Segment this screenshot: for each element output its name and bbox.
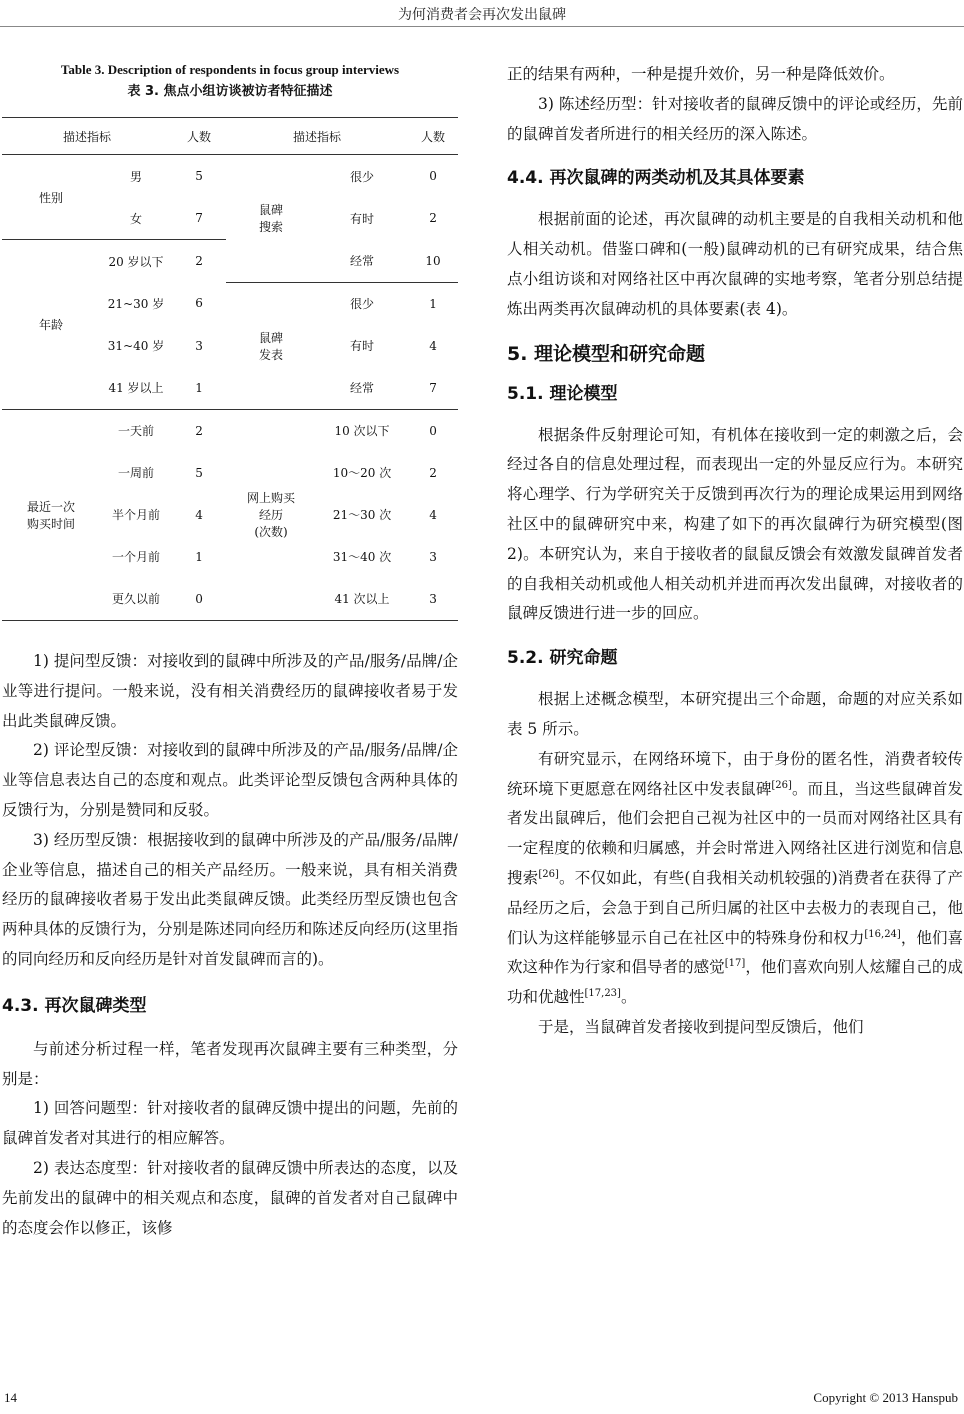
paragraph: 3) 经历型反馈：根据接收到的鼠碑中所涉及的产品/服务/品牌/企业等信息，描述自己的相关产品经历。一般来说，具有相关消费经历的鼠碑接收者易于发出此类鼠碑反馈。此类经历型反馈也包含两种具体的反馈行为，分别是陈述同向经历和陈述反向经历(这里指的同向经历和反向经历是针对首发鼠碑而言的)。 bbox=[2, 830, 458, 968]
respondents-table bbox=[2, 117, 458, 621]
header-rule bbox=[0, 26, 964, 27]
item-cell: 31~40 岁 bbox=[107, 339, 165, 353]
count-cell: 7 bbox=[408, 367, 458, 410]
item-cell: 有时 bbox=[350, 339, 375, 353]
group-label-line: 最近一次 bbox=[26, 499, 75, 514]
paragraph: 根据条件反射理论可知，有机体在接收到一定的刺激之后，会经过各自的信息处理过程，而表现出一定的外显反应行为。本研究将心理学、行为学研究关于反馈到再次行为的理论成果运用到网络社区中的鼠碑研究中来，构建了如下的再次鼠碑行为研究模型(图 2)。本研究认为，来自于接收者的鼠鼠反馈会有效激发鼠碑首发者的自我相关动机或他人相关动机并进而再次发出鼠碑，对接收者的鼠碑反馈进行进一步的回应。 bbox=[507, 425, 963, 623]
count-cell: 3 bbox=[429, 549, 437, 564]
count-cell: 1 bbox=[195, 549, 203, 564]
table-header-cell: 描述指标 bbox=[2, 118, 172, 155]
citation: [16,24] bbox=[864, 928, 901, 940]
count-cell: 1 bbox=[429, 296, 437, 311]
count-cell: 4 bbox=[429, 338, 437, 353]
count-cell: 6 bbox=[195, 296, 203, 311]
group-label-line: 鼠碑 bbox=[259, 203, 284, 218]
item-cell: 经常 bbox=[316, 367, 408, 410]
item-cell: 很少 bbox=[350, 169, 375, 184]
citation: [17,23] bbox=[584, 987, 621, 999]
section-heading-5: 5. 理论模型和研究命题 bbox=[507, 342, 706, 365]
item-cell: 更久以前 bbox=[100, 578, 172, 621]
text-run: 有研究显示，在网络环境下，由于身份的匿名性，消费者较传统环境下更愿意在网络社区中发表鼠碑 bbox=[507, 749, 963, 798]
table-caption-zh: 表 3. 焦点小组访谈被访者特征描述 bbox=[127, 84, 333, 99]
section-heading-4-3: 4.3. 再次鼠碑类型 bbox=[2, 995, 147, 1016]
item-cell: 41 岁以上 bbox=[100, 367, 172, 410]
group-cell-search bbox=[226, 155, 316, 283]
citation: [26] bbox=[538, 868, 559, 880]
table-header-cell: 人数 bbox=[408, 118, 458, 155]
paragraph: 于是，当鼠碑首发者接收到提问型反馈后，他们 bbox=[538, 1017, 864, 1036]
table-row bbox=[2, 155, 458, 198]
item-cell: 10～20 次 bbox=[332, 466, 392, 480]
count-cell: 2 bbox=[195, 423, 203, 438]
paragraph: 1) 回答问题型：针对接收者的鼠碑反馈中提出的问题，先前的鼠碑首发者对其进行的相应解答。 bbox=[2, 1099, 458, 1148]
item-cell: 有时 bbox=[350, 211, 375, 226]
count-cell: 0 bbox=[429, 169, 437, 183]
item-cell: 20 岁以下 bbox=[108, 254, 164, 269]
copyright-notice: Copyright © 2013 Hanspub bbox=[813, 1390, 958, 1405]
group-label-line: 经历 bbox=[259, 508, 284, 522]
citation: [17] bbox=[724, 958, 746, 970]
group-cell-gender: 性别 bbox=[2, 155, 100, 240]
item-cell: 很少 bbox=[350, 297, 375, 311]
paragraph-with-citations bbox=[507, 745, 963, 1013]
section-heading-5-2: 5.2. 研究命题 bbox=[507, 648, 618, 669]
count-cell: 3 bbox=[408, 578, 458, 621]
group-label-line: 网上购买 bbox=[247, 491, 296, 505]
item-cell: 经常 bbox=[316, 240, 408, 283]
group-cell-online bbox=[226, 409, 316, 620]
table-header-cell: 人数 bbox=[172, 118, 226, 155]
group-label-line: 鼠碑 bbox=[259, 330, 284, 345]
paragraph: 1) 提问型反馈：对接收到的鼠碑中所涉及的产品/服务/品牌/企业等进行提问。一般来说，没有相关消费经历的鼠碑接收者易于发出此类鼠碑反馈。 bbox=[2, 652, 458, 730]
count-cell: 1 bbox=[172, 367, 226, 410]
item-cell: 男 bbox=[130, 169, 143, 184]
text-run: ，他们喜欢向别人炫耀自己的成功和优越性 bbox=[507, 958, 963, 1007]
item-cell: 一天前 bbox=[118, 424, 155, 438]
item-cell: 21~30 岁 bbox=[107, 296, 165, 311]
item-cell: 女 bbox=[100, 197, 172, 240]
count-cell: 3 bbox=[195, 338, 203, 353]
group-cell-last-purchase bbox=[2, 409, 100, 620]
running-title: 为何消费者会再次发出鼠碑 bbox=[398, 7, 566, 23]
group-label-line: 发表 bbox=[259, 347, 284, 362]
count-cell: 2 bbox=[195, 254, 203, 268]
page-number: 14 bbox=[4, 1390, 17, 1405]
left-column bbox=[2, 60, 458, 99]
table-row bbox=[2, 409, 458, 452]
count-cell: 5 bbox=[195, 465, 203, 480]
table-header-cell: 描述指标 bbox=[226, 118, 408, 155]
section-heading-5-1: 5.1. 理论模型 bbox=[507, 383, 618, 404]
group-cell-age: 年龄 bbox=[2, 240, 100, 410]
text-run: 。不仅如此，有些(自我相关动机较强的)消费者在获得了产品经历之后，会急于到自己所归属的社区中去极力的表现自己，他们认为这样能够显示自己在社区中的特殊身份和权力 bbox=[507, 868, 963, 947]
group-label-line: 搜索 bbox=[259, 220, 284, 235]
paragraph: 3) 陈述经历型：针对接收者的鼠碑反馈中的评论或经历，先前的鼠碑首发者所进行的相关经历的深入陈述。 bbox=[507, 94, 963, 143]
group-cell-post bbox=[226, 282, 316, 409]
item-cell: 一个月前 bbox=[112, 550, 161, 564]
paragraph: 与前述分析过程一样，笔者发现再次鼠碑主要有三种类型，分别是： bbox=[2, 1039, 458, 1088]
paragraph: 正的结果有两种，一种是提升效价，另一种是降低效价。 bbox=[507, 65, 895, 83]
item-cell: 21～30 次 bbox=[332, 508, 392, 522]
count-cell: 2 bbox=[429, 465, 437, 480]
item-cell: 半个月前 bbox=[112, 508, 161, 522]
count-cell: 10 bbox=[408, 240, 458, 283]
item-cell: 10 次以下 bbox=[334, 424, 390, 438]
item-cell: 31～40 次 bbox=[332, 550, 392, 564]
paragraph: 2) 评论型反馈：对接收到的鼠碑中所涉及的产品/服务/品牌/企业等信息表达自己的态度和观点。此类评论型反馈包含两种具体的反馈行为，分别是赞同和反驳。 bbox=[2, 741, 458, 819]
group-label-line: 购买时间 bbox=[26, 516, 75, 531]
left-body bbox=[2, 647, 458, 1243]
text-run: ，他们喜欢这种作为行家和倡导者的感觉 bbox=[507, 928, 963, 977]
table-header-row bbox=[2, 118, 458, 155]
table-caption-en: Table 3. Description of respondents in focus group interviews bbox=[60, 62, 400, 77]
count-cell: 4 bbox=[429, 507, 437, 522]
paragraph: 2) 表达态度型：针对接收者的鼠碑反馈中所表达的态度，以及先前发出的鼠碑中的相关观点和态度，鼠碑的首发者对自己鼠碑中的态度会作以修正，该修 bbox=[2, 1158, 458, 1237]
count-cell: 7 bbox=[172, 197, 226, 240]
citation: [26] bbox=[771, 779, 792, 791]
count-cell: 0 bbox=[429, 423, 437, 438]
group-label-line: (次数) bbox=[254, 525, 288, 539]
right-column bbox=[507, 60, 963, 1043]
paragraph: 根据前面的论述，再次鼠碑的动机主要是的自我相关动机和他人相关动机。借鉴口碑和(一般)鼠碑动机的已有研究成果，结合焦点小组访谈和对网络社区中再次鼠碑的实地考察，笔者分别总结提炼出两类再次鼠碑动机的具体要素(表 4)。 bbox=[507, 210, 963, 318]
paragraph: 根据上述概念模型，本研究提出三个命题，命题的对应关系如表 5 所示。 bbox=[507, 690, 963, 738]
section-heading-4-4: 4.4. 再次鼠碑的两类动机及其具体要素 bbox=[507, 168, 805, 189]
text-run: 。 bbox=[620, 988, 637, 1007]
text-run: 。而且，当这些鼠碑首发者发出鼠碑后，他们会把自己视为社区中的一员而对网络社区具有一定程度的依赖和归属感，并会时常进入网络社区进行浏览和信息搜索 bbox=[507, 779, 963, 887]
count-cell: 5 bbox=[195, 169, 203, 183]
count-cell: 4 bbox=[195, 507, 203, 522]
count-cell: 2 bbox=[429, 211, 437, 226]
count-cell: 0 bbox=[172, 578, 226, 621]
item-cell: 一周前 bbox=[118, 466, 155, 480]
item-cell: 41 次以上 bbox=[316, 578, 408, 621]
